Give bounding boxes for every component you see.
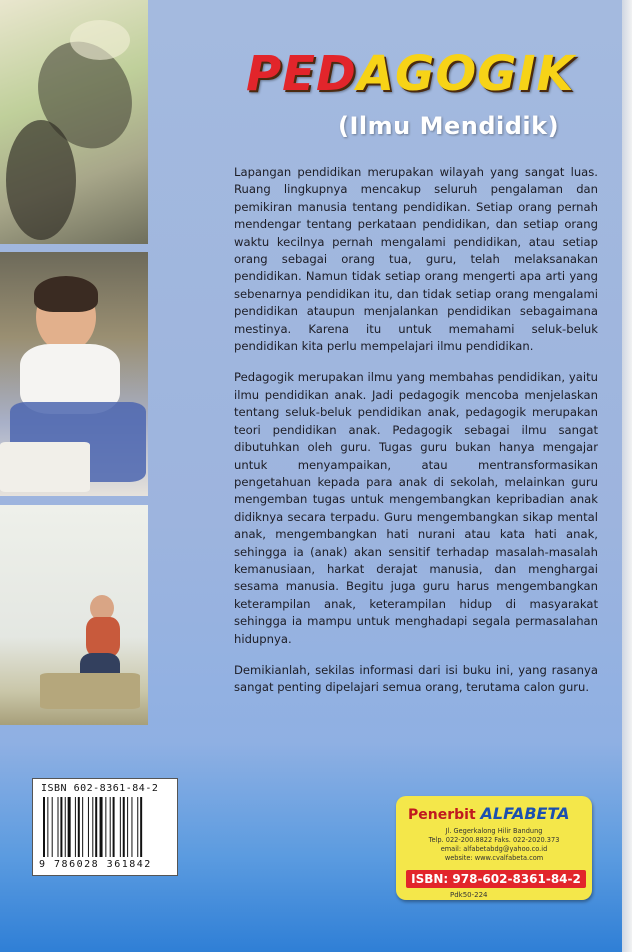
photo-child-sitting bbox=[0, 505, 148, 725]
isbn-label: ISBN 602-8361-84-2 bbox=[41, 783, 159, 794]
book-title bbox=[246, 46, 606, 102]
synopsis-paragraph: Lapangan pendidikan merupakan wilayah yang sangat luas. Ruang lingkupnya mencakup seluruh pengalaman dan pemikiran manusia tentang pendidikan. Setiap orang pernah mendengar tentang perkataan pendidikan, dan setiap orang waktu kecilnya pernah mengalami pendidikan, atau setiap orang sebagai orang tua, guru, telah melaksanakan pendidikan. Namun tidak setiap orang mengerti apa arti yang sebenarnya pendidikan itu, dan tidak setiap orang mengalami pendidikan ataupun menjalankan pendidikan sebagaimana mestinya. Karena itu untuk memahami seluk-beluk pendidikan kita perlu mempelajari ilmu pendidikan. bbox=[234, 165, 598, 354]
title-part-yellow: AGOGIK bbox=[356, 46, 575, 102]
publisher-address: Jl. Gegerkalong Hilir Bandung bbox=[445, 827, 543, 835]
publisher-name bbox=[408, 804, 570, 823]
photo-child-playing bbox=[0, 252, 148, 496]
publisher-website: website: www.cvalfabeta.com bbox=[444, 854, 544, 862]
publisher-isbn: ISBN: 978-602-8361-84-2 bbox=[406, 870, 586, 888]
publisher-code: Pdk50-224 bbox=[450, 891, 488, 899]
photo-child-shadow bbox=[0, 0, 148, 244]
isbn-barcode bbox=[32, 778, 178, 876]
publisher-phone: Telp. 022-200.8822 Faks. 022-2020.373 bbox=[428, 836, 560, 844]
barcode-digits: 9 786028 361842 bbox=[39, 859, 152, 870]
book-subtitle: (Ilmu Mendidik) bbox=[338, 112, 560, 140]
publisher-brand: ALFABETA bbox=[480, 804, 570, 823]
barcode-bars bbox=[43, 797, 171, 857]
publisher-label: Penerbit bbox=[408, 807, 476, 823]
cover-edge bbox=[622, 0, 632, 952]
synopsis-paragraph: Pedagogik merupakan ilmu yang membahas pendidikan, yaitu ilmu pendidikan anak. Jadi pedagogik mencoba menjelaskan tentang seluk-beluk pendidikan anak, pedagogik merupakan teori pendidikan anak. Pedagogik sebagai ilmu sangat dibutuhkan oleh guru. Tugas guru bukan hanya mengajar untuk menyampaikan, atau mentransformasikan pengetahuan kepada para anak di sekolah, melainkan guru mengemban tugas untuk mengembangkan kepribadian anak didiknya secara terpadu. Guru mengembangkan sikap mental anak, mengembangkan hati nurani atau kata hati anak, sehingga ia (anak) akan sensitif terhadap masalah-masalah kemanusiaan, harkat derajat manusia, dan menghargai sesama manusia. Begitu juga guru harus mengembangkan keterampilan anak, keterampilan hidup di masyarakat sehingga ia mampu untuk menghadapi segala permasalahan hidupnya. bbox=[234, 370, 598, 646]
publisher-email: email: alfabetabdg@yahoo.co.id bbox=[440, 845, 548, 853]
synopsis bbox=[234, 164, 598, 711]
title-part-red: PED bbox=[246, 46, 357, 102]
synopsis-paragraph: Demikianlah, sekilas informasi dari isi buku ini, yang rasanya sangat penting dipelajari semua orang, terutama calon guru. bbox=[234, 662, 598, 695]
